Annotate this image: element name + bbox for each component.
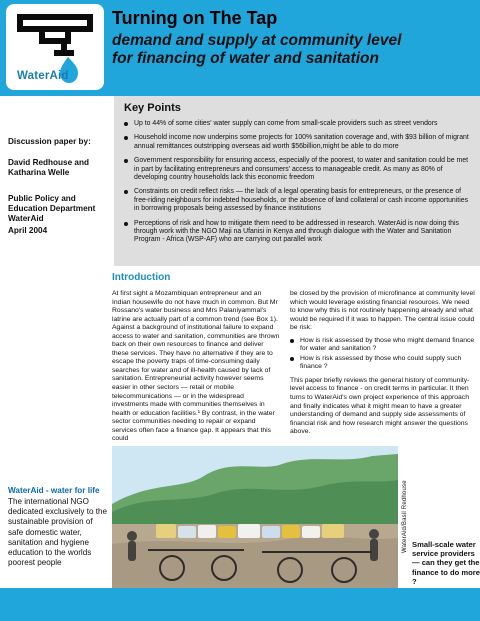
photo-credit: WaterAid/Basil Redhouse [398,446,412,588]
risk-questions [290,337,476,372]
introduction-heading: Introduction [112,272,171,283]
wateraid-blurb-text: The international NGO dedicated exclusively to the sustainable provision of safe domestic water, sanitation and hygiene education to the worlds poorest people [8,497,107,568]
dept-line-1: Public Policy and [8,194,76,203]
logo-area [0,0,112,96]
key-point-3: Government responsibility for ensuring access, especially of the poorest, to water and sanitation could be met in part by facilitating entrepreneurs and consumers' access to manageable credit. As many as 80% of developing country households lack this economic freedom [124,157,470,182]
bottom-blue-band [0,588,480,621]
wateraid-blurb-title: WaterAid - water for life [8,486,100,495]
introduction-left-paragraph: At first sight a Mozambiquan entrepreneur and an Indian housewife do not have much in common. But Mr Rossano's water business and Mrs Palaniyammal's latrine are actually part of a common trend (see Box 1). Against a background of institutional failure to expand access to water and sanitation, communities are thrown back on their own resources to finance and deliver these services. They have no alternative if they are to escape the poverty traps of time-consuming daily searches for water and of ill-health caused by lack of sanitation. Entrepreneurial activity however seems easier in other sectors — retail or mobile telecommunications — or in the widespread investments made with communities themselves in health or education facilities.¹ By contrast, in the water sector communities needing to repair or expand services often face a finance gap. It appears that this could [112,290,280,443]
introduction-right-column [290,290,476,441]
key-point-5: Perceptions of risk and how to mitigate them need to be addressed in research. WaterAid is now doing this through work with the NGO Maji na Ufanisi in Kenya and through dialogue with the Water and Sanitation Program - Africa (WSP-AF) who are carrying out parallel work [124,220,470,245]
key-points-title: Key Points [124,102,181,114]
publication-date: April 2004 [8,226,48,235]
risk-question-2: How is risk assessed by those who could supply such finance ? [290,355,476,372]
author-line-1: David Redhouse and [8,158,89,167]
discussion-label: Discussion paper by: [8,137,91,146]
authors [8,158,108,178]
department [8,194,112,224]
introduction-right-paragraph-2: This paper briefly reviews the general history of community-level access to finance - on credit terms in particular. It then turns to WaterAid's own project experience of this approach and finally indicates what it might mean to have a greater understanding of demand and supply side assessments of financial risk and how research might answer the questions above. [290,376,470,436]
subtitle-line-1: demand and supply at community level [112,32,402,49]
key-point-1: Up to 44% of some cities' water supply can come from small-scale providers such as street vendors [124,120,470,128]
header [112,0,480,96]
dept-line-3: WaterAid [8,214,44,223]
subtitle-line-2: for financing of water and sanitation [112,50,379,67]
introduction-section [112,266,480,446]
key-point-2: Household income now underpins some projects for 100% sanitation coverage and, with $93 billion of migrant annual remittances outstripping overseas aid worth $56billion,might be able to do more [124,134,470,151]
document-title: Turning on The Tap [112,8,278,28]
author-line-2: Katharina Welle [8,168,70,177]
key-points-box [112,96,480,266]
wateraid-logo-text: WaterAid [17,70,69,82]
photo-caption: Small-scale water service providers — can they get the finance to do more ? [412,540,480,586]
document-subtitle [112,32,468,68]
introduction-right-paragraph-1: be closed by the provision of microfinance at community level which would leverage existing financial resources. We need to know why this is not routinely happening already and what would be required if it was to happen. The central issue could be risk: [290,290,475,332]
introduction-left-column [112,290,280,448]
dept-line-2: Education Department [8,204,96,213]
key-point-4: Constraints on credit reflect risks — the lack of a legal operating basis for entrepreneurs, or the presence of free-riding neighbours for indebted households, or the absence of land collateral or cash income opportunities in borrowing proposals being assessed by finance institutions [124,188,470,213]
key-points-list [124,120,470,245]
water-vendors-photo [112,446,398,588]
risk-question-1: How is risk assessed by those who might demand finance for water and sanitation ? [290,337,476,354]
